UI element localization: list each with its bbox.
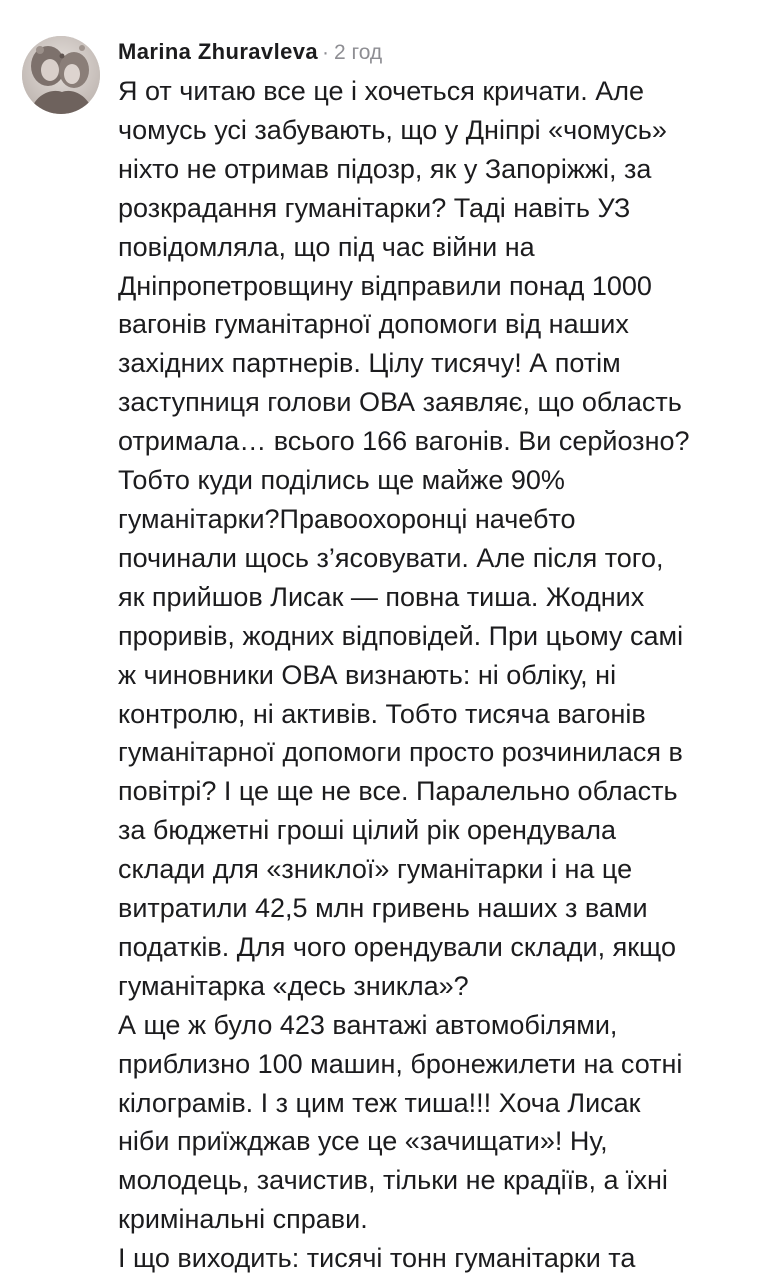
comment-text-line: кримінальні справи. xyxy=(118,1204,368,1235)
comment-text-line: починали щось з’ясовувати. Але після того, xyxy=(118,542,664,573)
comment-text-line: як прийшов Лисак — повна тиша. Жодних xyxy=(118,581,645,612)
comment-text-line: розкрадання гуманітарки? Таді навіть УЗ xyxy=(118,192,631,223)
separator-dot: · xyxy=(322,41,329,64)
author-name[interactable]: Marina Zhuravleva xyxy=(118,39,318,64)
comment-text-line: вагонів гуманітарної допомоги від наших xyxy=(118,309,629,340)
comment-text-line: повітрі? І це ще не все. Паралельно область xyxy=(118,776,678,807)
timestamp: 2 год xyxy=(334,41,383,64)
comment-text-line: чомусь усі забувають, що у Дніпрі «чомусь» xyxy=(118,114,667,145)
comment-text-line: І що виходить: тисячі тонн гуманітарки та xyxy=(118,1243,636,1274)
avatar[interactable] xyxy=(22,36,100,114)
comment-text-line: молодець, зачистив, тільки не крадіїв, а їхні xyxy=(118,1165,668,1196)
comment-text-line: заступниця голови ОВА заявляє, що область xyxy=(118,387,682,418)
comment-text-line: склади для «зниклої» гуманітарки і на це xyxy=(118,854,633,885)
comment-text-line: ніби приїжджав усе це «зачищати»! Ну, xyxy=(118,1126,608,1157)
comment-text-line: кілограмів. І з цим теж тиша!!! Хоча Лисак xyxy=(118,1087,641,1118)
comment-text-line: витратили 42,5 млн гривень наших з вами xyxy=(118,893,648,924)
comment-text-line: гуманітарки?Правоохоронці начебто xyxy=(118,503,576,534)
comment-text-line: проривів, жодних відповідей. При цьому самі xyxy=(118,620,684,651)
comment-text-line: гуманітарної допомоги просто розчинилася в xyxy=(118,737,683,768)
comment-text-line: приблизно 100 машин, бронежилети на сотні xyxy=(118,1048,683,1079)
comment-text-line: західних партнерів. Цілу тисячу! А потім xyxy=(118,348,621,379)
comment-text-line: ж чиновники ОВА визнають: ні обліку, ні xyxy=(118,659,617,690)
comment-text-line: Дніпропетровщину відправили понад 1000 xyxy=(118,270,652,301)
avatar-photo xyxy=(22,36,100,114)
comment-text-line: ніхто не отримав підозр, як у Запоріжжі, за xyxy=(118,153,652,184)
comment-text-line: отримала… всього 166 вагонів. Ви серйозно? xyxy=(118,426,690,457)
comment-text-line: гуманітарка «десь зникла»? xyxy=(118,970,469,1001)
comment-header xyxy=(118,38,382,66)
comment-text-line: контролю, ні активів. Тобто тисяча вагонів xyxy=(118,698,646,729)
comment-text xyxy=(118,72,780,1278)
comment-text-line: А ще ж було 423 вантажі автомобілями, xyxy=(118,1009,618,1040)
comment-text-line: Я от читаю все це і хочеться кричати. Але xyxy=(118,76,644,106)
comment-text-line: Тобто куди поділись ще майже 90% xyxy=(118,465,565,496)
comment-text-line: податків. Для чого орендували склади, якщо xyxy=(118,931,676,962)
comment-text-line: повідомляла, що під час війни на xyxy=(118,231,535,262)
comment-text-line: за бюджетні гроші цілий рік орендувала xyxy=(118,815,617,846)
